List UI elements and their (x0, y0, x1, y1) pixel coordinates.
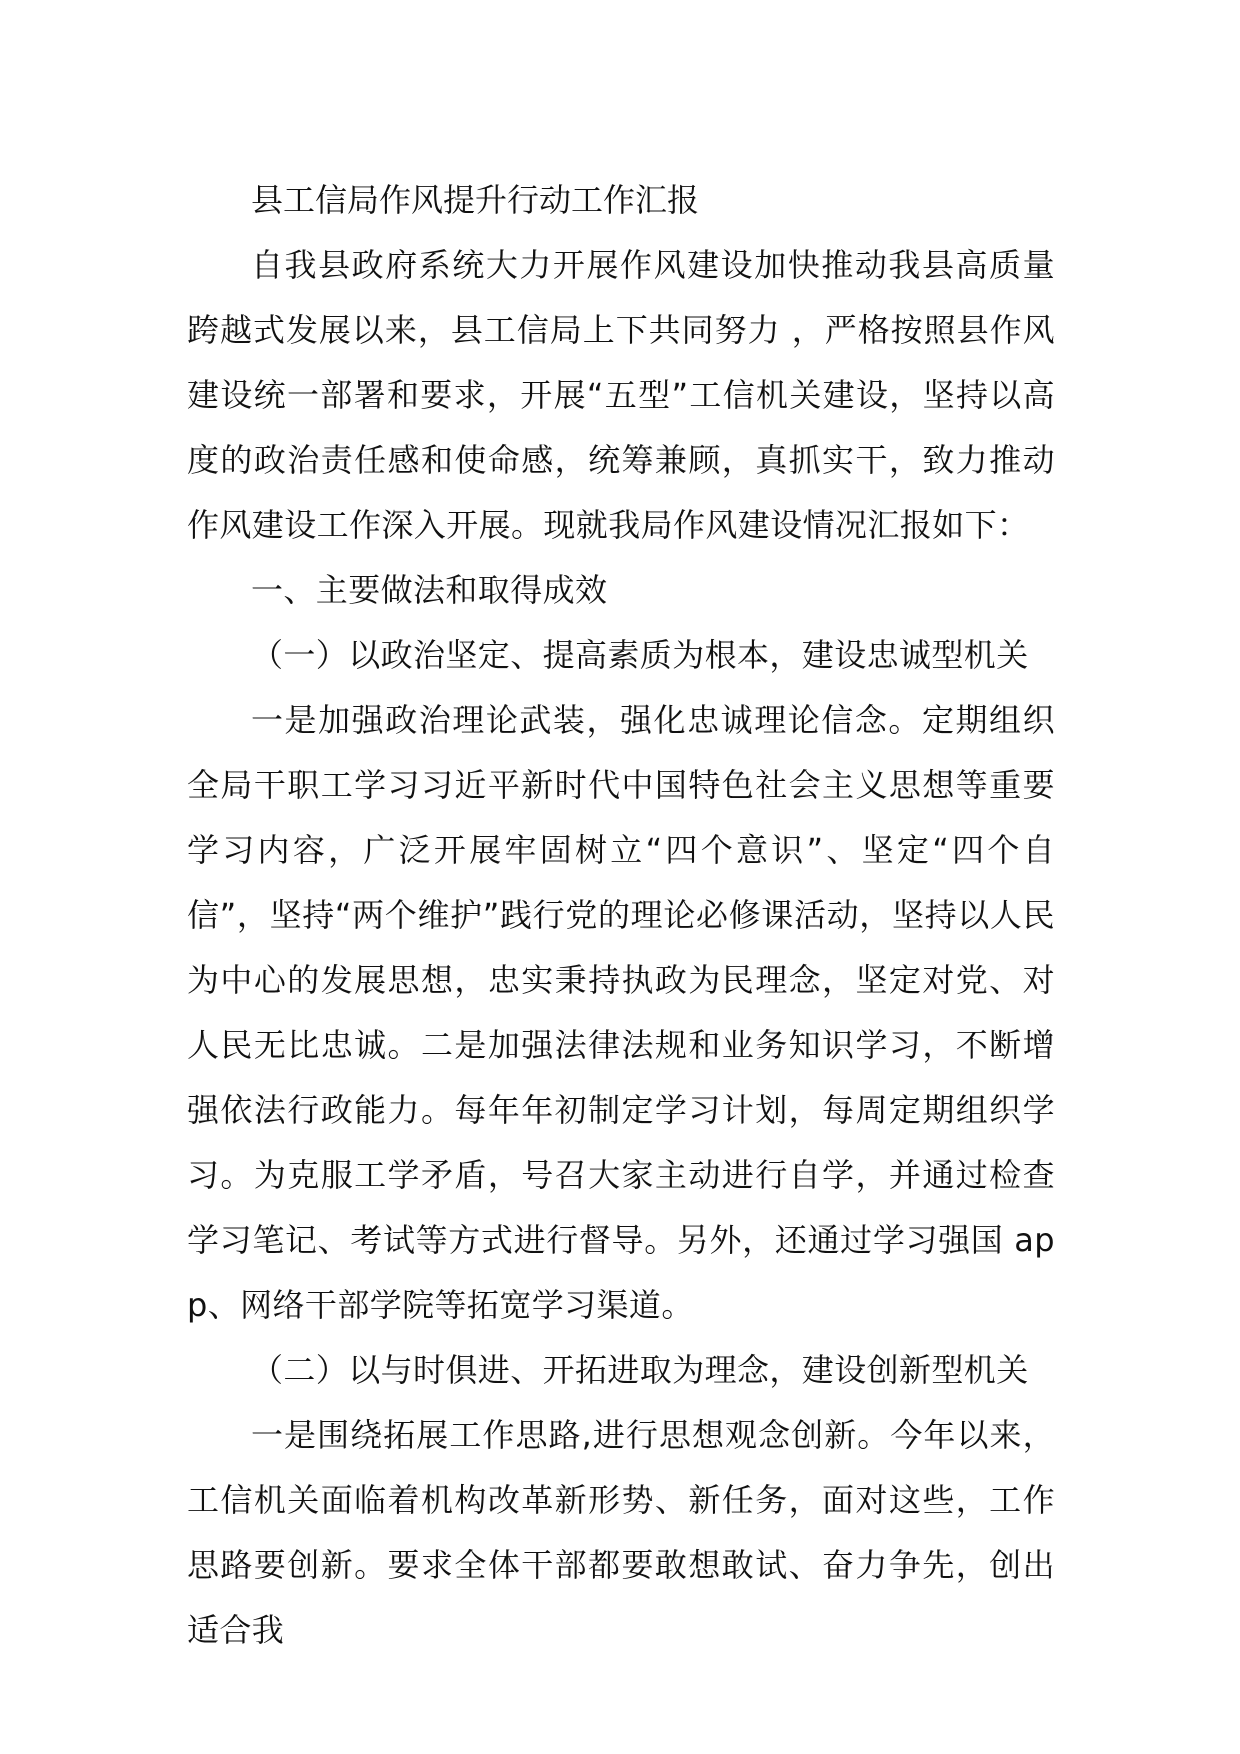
body-paragraph-1: 一是加强政治理论武装，强化忠诚理论信念。定期组织全局干职工学习习近平新时代中国特色社会主义思想等重要学习内容，广泛开展牢固树立“四个意识”、坚定“四个自信”，坚持“两个维护”践行党的理论必修课活动，坚持以人民为中心的发展思想，忠实秉持执政为民理念，坚定对党、对人民无比忠诚。二是加强法律法规和业务知识学习，不断增强依法行政能力。每年年初制定学习计划，每周定期组织学习。为克服工学矛盾，号召大家主动进行自学，并通过检查学习笔记、考试等方式进行督导。另外，还通过学习强国 app、网络干部学院等拓宽学习渠道。 (187, 701, 1055, 1324)
document-title: 县工信局作风提升行动工作汇报 (251, 181, 700, 219)
document-body (187, 168, 1055, 1663)
section-heading-1: 一、主要做法和取得成效 (251, 571, 608, 609)
subsection-heading-1: （一）以政治坚定、提高素质为根本，建设忠诚型机关 (251, 636, 1029, 674)
intro-paragraph: 自我县政府系统大力开展作风建设加快推动我县高质量跨越式发展以来，县工信局上下共同努力 ，严格按照县作风建设统一部署和要求，开展“五型”工信机关建设，坚持以高度的政治责任感和使命感，统筹兼顾，真抓实干，致力推动作风建设工作深入开展。现就我局作风建设情况汇报如下： (187, 246, 1055, 544)
body-paragraph-2: 一是围绕拓展工作思路,进行思想观念创新。今年以来，工信机关面临着机构改革新形势、新任务，面对这些，工作思路要创新。要求全体干部都要敢想敢试、奋力争先，创出适合我 (187, 1416, 1055, 1649)
subsection-heading-2: （二）以与时俱进、开拓进取为理念，建设创新型机关 (251, 1351, 1029, 1389)
